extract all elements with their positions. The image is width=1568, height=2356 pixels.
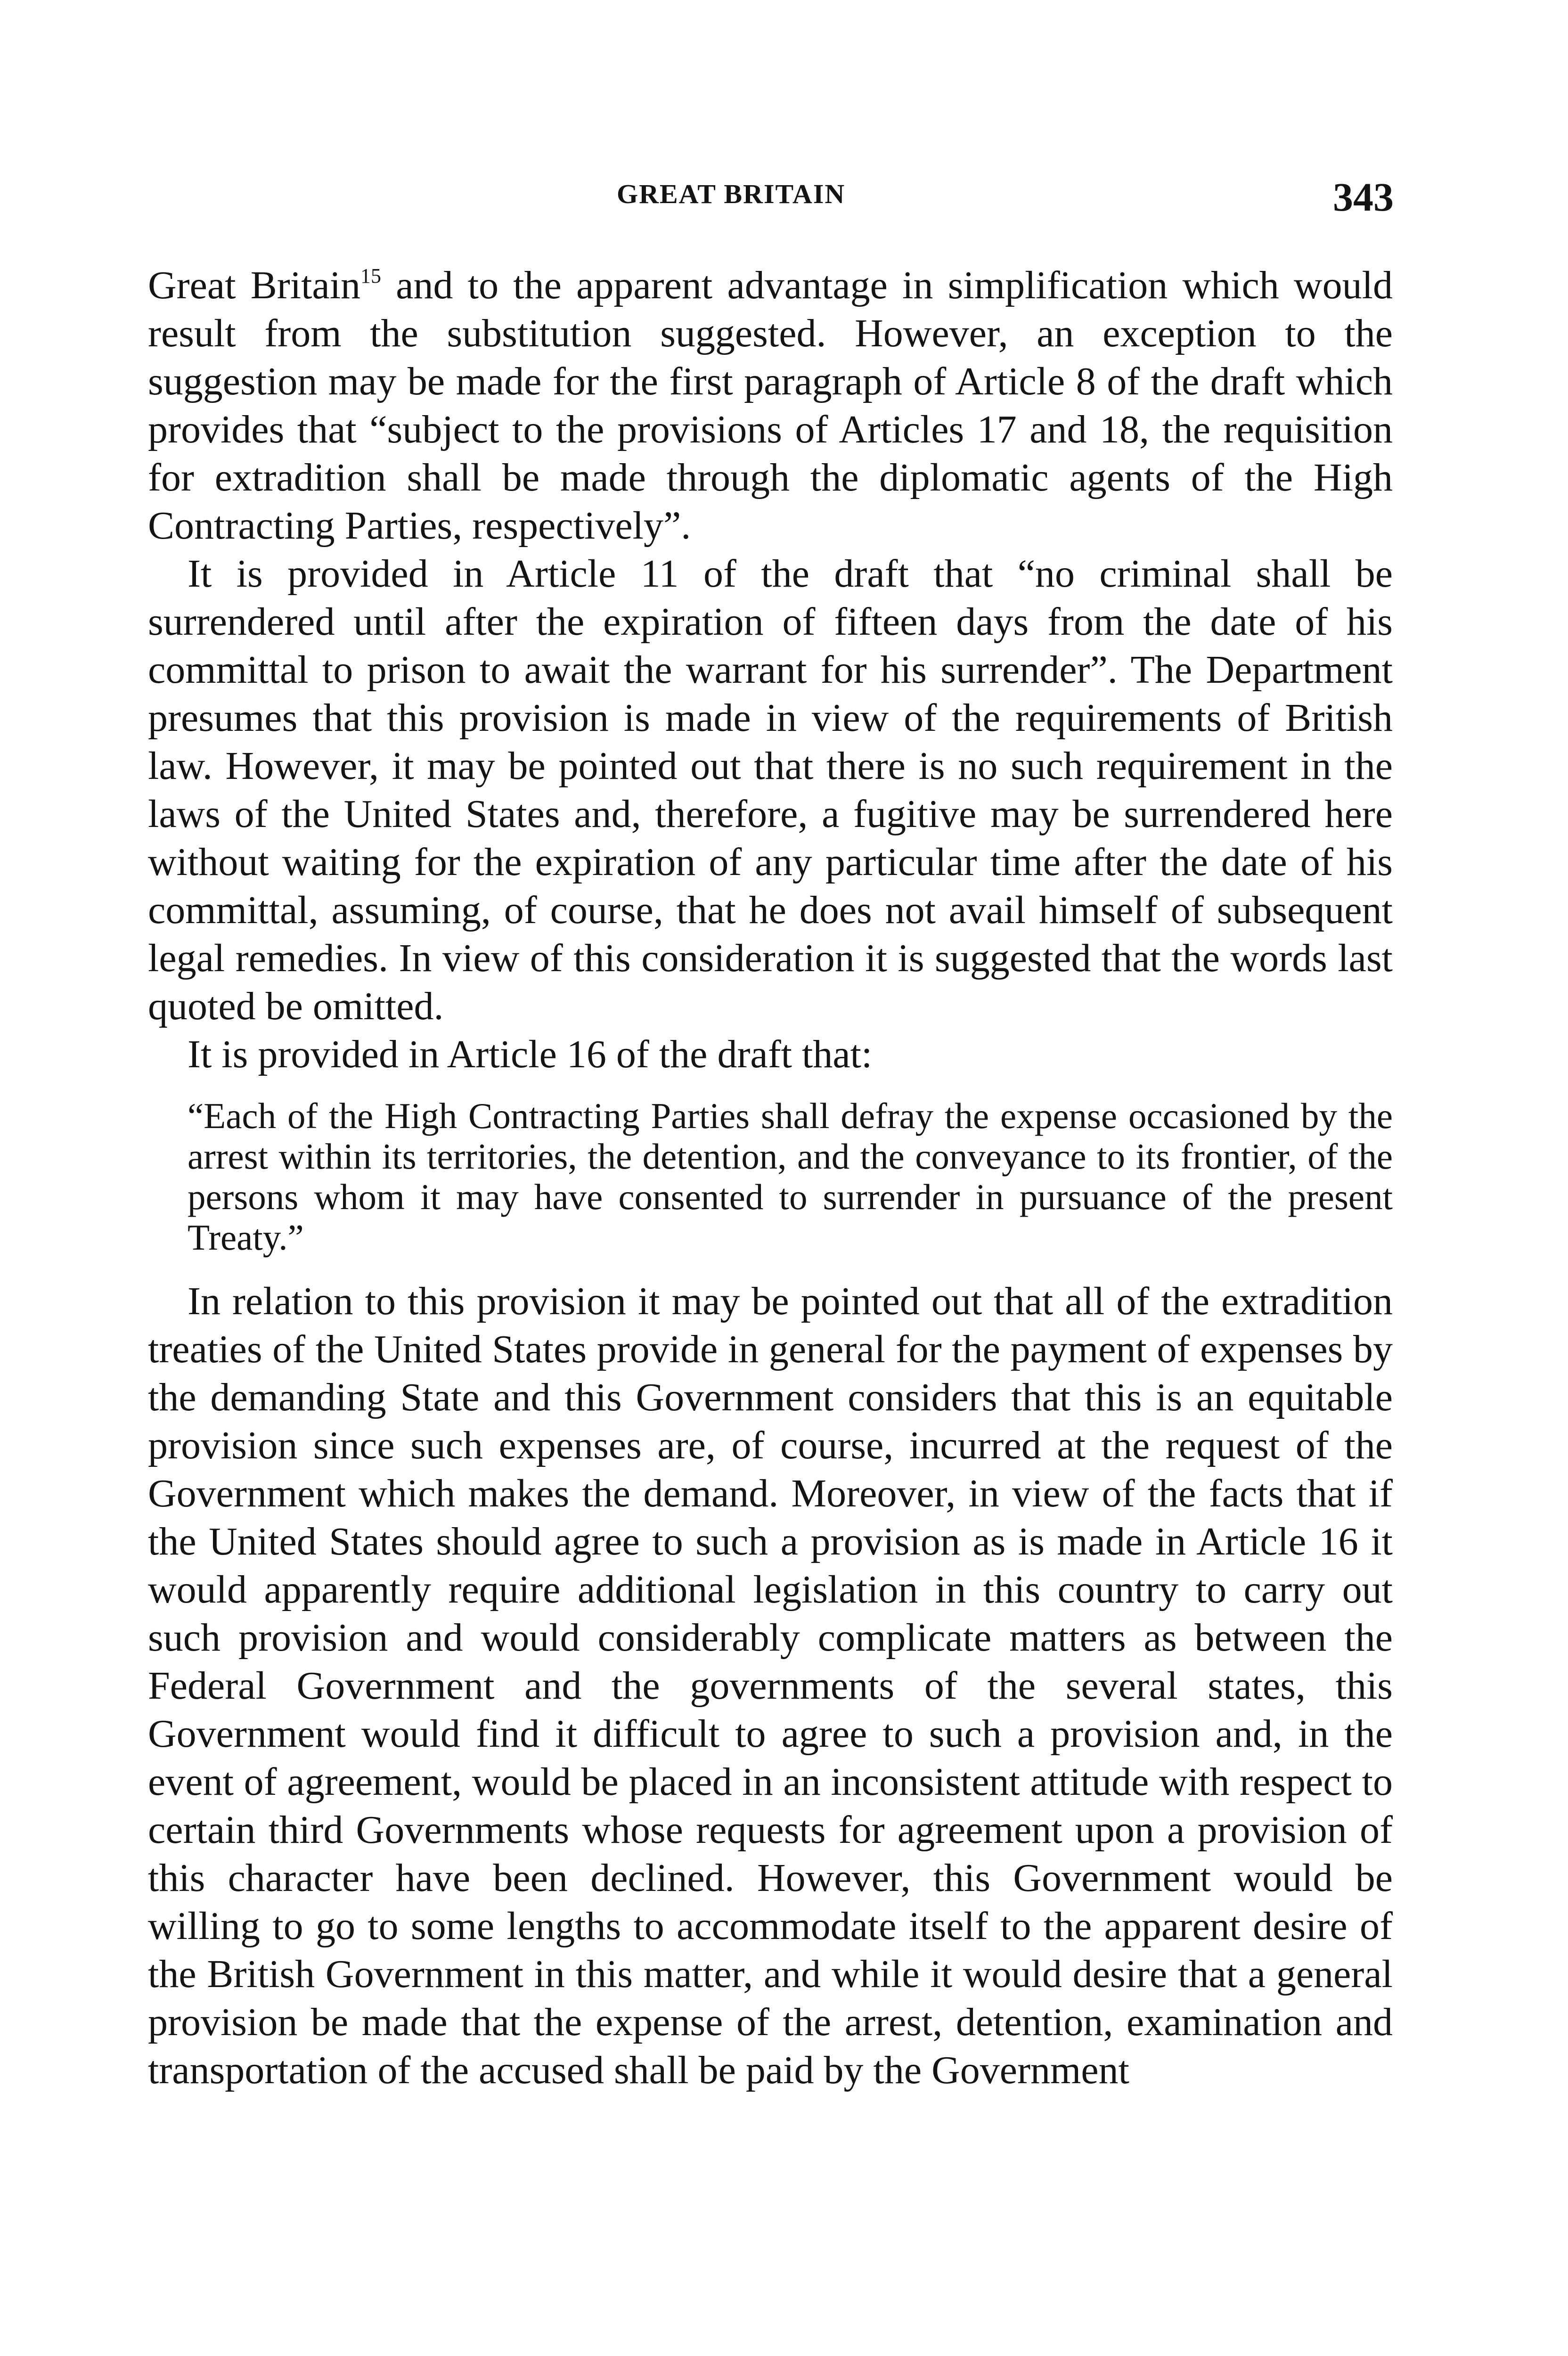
block-quote: “Each of the High Contracting Parties shall defray the expense occasioned by the arrest within its territories, the detention, and the conveyance to its frontier, of the persons whom it may have consented to surrender in pursuance of the present Treaty.”: [188, 1096, 1393, 1258]
paragraph-1: [148, 262, 1393, 550]
paragraph-3: It is provided in Article 16 of the draft that:: [188, 1032, 873, 1076]
paragraph-1-rest: and to the apparent advantage in simplification which would result from the substitution suggested. However, an exception to the suggestion may be made for the first paragraph of Article 8 of the draft which provides that “subject to the provisions of Articles 17 and 18, the requisition for extradition shall be made through the diplomatic agents of the High Contracting Parties, respectively”.: [148, 263, 1393, 548]
page-number: 343: [1333, 174, 1394, 220]
paragraph-2: It is provided in Article 11 of the draft that “no criminal shall be surrendered until after the expiration of fifteen days from the date of his committal to prison to await the warrant for his surrender”. The Department presumes that this provision is made in view of the requirements of British law. However, it may be pointed out that there is no such requirement in the laws of the United States and, therefore, a fugitive may be surrendered here without waiting for the expiration of any particular time after the date of his committal, assuming, of course, that he does not avail himself of subsequent legal remedies. In view of this consideration it is suggested that the words last quoted be omitted.: [148, 552, 1393, 1028]
paragraph-4: In relation to this provision it may be pointed out that all of the extradition treaties of the United States provide in general for the payment of expenses by the demanding State and this Government considers that this is an equitable provision since such expenses are, of course, incurred at the request of the Government which makes the demand. Moreover, in view of the facts that if the United States should agree to such a provision as is made in Article 16 it would apparently require additional legislation in this country to carry out such provision and would considerably complicate matters as between the Federal Government and the governments of the several states, this Government would find it difficult to agree to such a provision and, in the event of agreement, would be placed in an inconsistent attitude with respect to certain third Governments whose requests for agreement upon a provision of this character have been declined. However, this Government would be willing to go to some lengths to accommodate itself to the apparent desire of the British Government in this matter, and while it would desire that a general provision be made that the expense of the arrest, detention, examination and transportation of the accused shall be paid by the Government: [148, 1279, 1393, 2092]
paragraph-1-start: Great Britain: [148, 263, 361, 307]
running-head: GREAT BRITAIN: [617, 179, 846, 209]
footnote-reference: 15: [360, 264, 382, 287]
body-text: [148, 262, 1393, 2094]
